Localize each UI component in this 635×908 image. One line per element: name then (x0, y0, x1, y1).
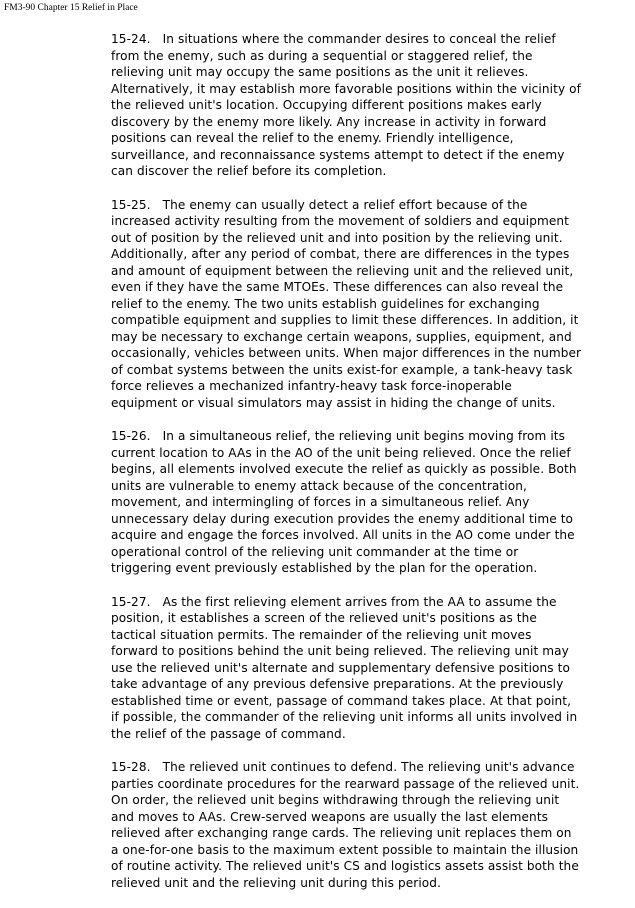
paragraph-line: positions can reveal the relief to the enemy. Friendly intelligence, (111, 131, 514, 145)
paragraph-line: discovery by the enemy more likely. Any increase in activity in forward (111, 114, 547, 129)
paragraph-line: Alternatively, it may establish more favorable positions within the vicinity of (111, 81, 582, 96)
paragraph-line: movement, and intermingling of forces in a simultaneous relief. Any (111, 495, 530, 509)
paragraph-line: compatible equipment and supplies to limit these differences. In addition, it (111, 313, 579, 327)
paragraph-line: take advantage of any previous defensive preparations. At the previously (111, 677, 564, 691)
paragraph-line: may be necessary to exchange certain weapons, supplies, equipment, and (111, 329, 572, 344)
paragraph-15-24 (111, 31, 616, 180)
paragraph-line: triggering event previously established by the plan for the operation. (111, 561, 538, 575)
paragraph-line (111, 197, 616, 214)
paragraph-15-26 (111, 428, 616, 577)
paragraph-line-text: In situations where the commander desires to conceal the relief (162, 32, 556, 46)
paragraph-line: equipment or visual simulators may assist in hiding the change of units. (111, 395, 556, 410)
paragraph-line (111, 428, 616, 445)
paragraph-15-27 (111, 594, 616, 743)
paragraph-number: 15-27. (111, 594, 151, 609)
paragraph-line: and amount of equipment between the relieving unit and the relieved unit, (111, 263, 574, 278)
paragraph-line: if possible, the commander of the relieving unit informs all units involved in (111, 710, 578, 724)
paragraph-line: units are vulnerable to enemy attack because of the concentration, (111, 478, 527, 493)
paragraph-line-text: In a simultaneous relief, the relieving unit begins moving from its (162, 429, 566, 443)
paragraph-number: 15-24. (111, 32, 151, 46)
paragraph-15-28 (111, 759, 616, 891)
paragraph-line: parties coordinate procedures for the rearward passage of the relieved unit. (111, 776, 580, 791)
paragraph-line: of combat systems between the units exist-for example, a tank-heavy task (111, 362, 573, 377)
paragraph-15-25 (111, 197, 616, 412)
paragraph-line: use the relieved unit's alternate and supplementary defensive positions to (111, 660, 570, 675)
paragraph-line: the relieved unit's location. Occupying different positions makes early (111, 98, 542, 112)
paragraph-line-text: The relieved unit continues to defend. The relieving unit's advance (162, 760, 575, 774)
paragraph-line: established time or event, passage of command takes place. At that point, (111, 693, 572, 708)
paragraph-line: of routine activity. The relieved unit's CS and logistics assets assist both the (111, 859, 579, 873)
paragraph-line: force relieves a mechanized infantry-heavy task force-inoperable (111, 379, 512, 393)
paragraph-line: forward to positions behind the unit being relieved. The relieving unit may (111, 644, 569, 658)
paragraph-line: unnecessary delay during execution provides the enemy additional time to (111, 511, 574, 526)
paragraph-line: surveillance, and reconnaissance systems attempt to detect if the enemy (111, 147, 565, 162)
paragraph-line: acquire and engage the forces involved. All units in the AO come under the (111, 528, 575, 542)
paragraph-line: operational control of the relieving unit commander at the time or (111, 544, 519, 559)
paragraph-line: tactical situation permits. The remainder of the relieving unit moves (111, 627, 532, 642)
paragraph-line: the relief of the passage of command. (111, 726, 346, 741)
paragraph-line: even if they have the same MTOEs. These differences can also reveal the (111, 280, 564, 294)
paragraph-line: relieving unit may occupy the same positions as the unit it relieves. (111, 65, 529, 79)
paragraph-line: a one-for-one basis to the maximum extent possible to maintain the illusion (111, 842, 579, 857)
paragraph-line-text: As the first relieving element arrives from the AA to assume the (162, 594, 557, 609)
paragraph-line (111, 759, 616, 776)
paragraph-line: out of position by the relieved unit and into position by the relieving unit. (111, 230, 563, 245)
paragraph-line: increased activity resulting from the movement of soldiers and equipment (111, 214, 570, 228)
paragraph-line (111, 594, 616, 611)
paragraph-number: 15-28. (111, 760, 151, 774)
paragraph-line: from the enemy, such as during a sequential or staggered relief, the (111, 48, 533, 63)
paragraph-line: position, it establishes a screen of the relieved unit's positions as the (111, 611, 537, 625)
paragraph-line: current location to AAs in the AO of the unit being relieved. Once the relief (111, 445, 571, 460)
paragraph-number: 15-25. (111, 197, 151, 212)
paragraph-line: occasionally, vehicles between units. When major differences in the number (111, 346, 582, 360)
paragraph-line: relieved after exchanging range cards. The relieving unit replaces them on (111, 826, 572, 840)
running-header: FM3-90 Chapter 15 Relief in Place (4, 3, 138, 13)
paragraph-line: On order, the relieved unit begins withdrawing through the relieving unit (111, 793, 560, 807)
paragraph-line: and moves to AAs. Crew-served weapons are usually the last elements (111, 809, 549, 824)
paragraph-line: Additionally, after any period of combat, there are differences in the types (111, 247, 570, 261)
paragraph-number: 15-26. (111, 429, 151, 443)
paragraph-line: relieved unit and the relieving unit during this period. (111, 875, 442, 890)
paragraph-line: relief to the enemy. The two units establish guidelines for exchanging (111, 296, 540, 311)
paragraph-line: can discover the relief before its completion. (111, 164, 387, 178)
paragraph-line: begins, all elements involved execute the relief as quickly as possible. Both (111, 462, 577, 476)
document-body (111, 31, 616, 908)
paragraph-line (111, 31, 616, 48)
paragraph-line-text: The enemy can usually detect a relief effort because of the (162, 197, 528, 212)
